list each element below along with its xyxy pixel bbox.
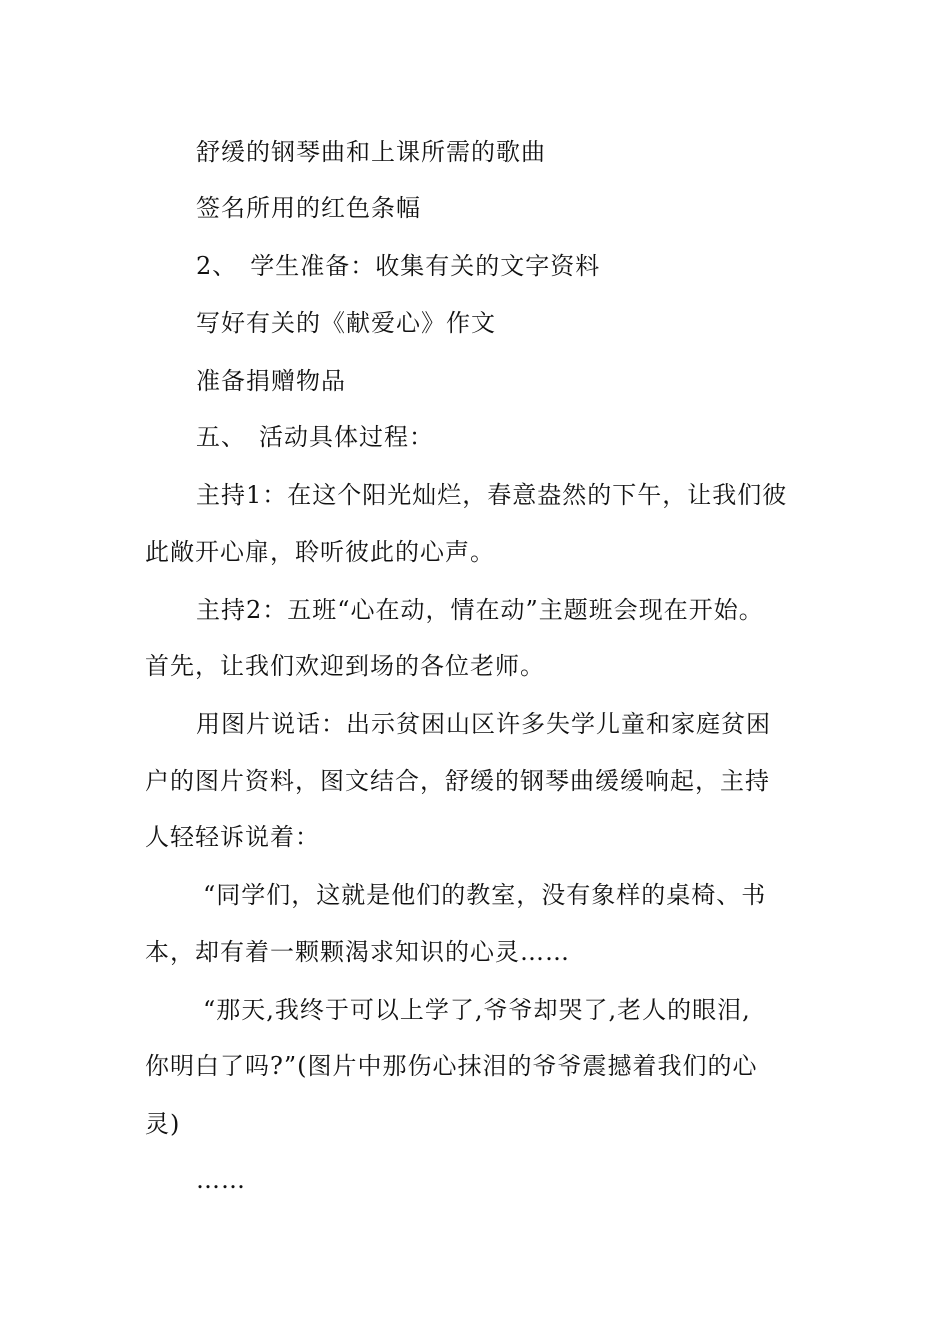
text-line: 2、 学生准备：收集有关的文字资料 <box>196 252 601 280</box>
text-line: 主持1：在这个阳光灿烂，春意盎然的下午，让我们彼 <box>196 481 788 509</box>
text-line: 你明白了吗?”(图片中那伤心抹泪的爷爷震撼着我们的心 <box>145 1052 758 1080</box>
ellipsis-line: …… <box>196 1166 246 1194</box>
text-line: 首先，让我们欢迎到场的各位老师。 <box>145 652 545 680</box>
text-line: 准备捐赠物品 <box>196 367 346 395</box>
text-line: 人轻轻诉说着： <box>145 823 320 851</box>
text-line: 此敞开心扉，聆听彼此的心声。 <box>145 538 495 566</box>
text-line: “那天,我终于可以上学了,爷爷却哭了,老人的眼泪, <box>203 996 751 1024</box>
section-heading: 五、 活动具体过程： <box>196 423 434 451</box>
text-line: 用图片说话：出示贫困山区许多失学儿童和家庭贫困 <box>196 710 771 738</box>
text-line: 灵) <box>145 1110 181 1138</box>
text-line: “同学们，这就是他们的教室，没有象样的桌椅、书 <box>203 881 767 909</box>
text-line: 本，却有着一颗颗渴求知识的心灵…… <box>145 938 570 966</box>
text-line: 舒缓的钢琴曲和上课所需的歌曲 <box>196 138 546 166</box>
text-line: 签名所用的红色条幅 <box>196 194 421 222</box>
text-line: 户的图片资料，图文结合，舒缓的钢琴曲缓缓响起，主持 <box>145 767 770 795</box>
text-line: 主持2：五班“心在动，情在动”主题班会现在开始。 <box>196 596 764 624</box>
text-line: 写好有关的《献爱心》作文 <box>196 309 496 337</box>
